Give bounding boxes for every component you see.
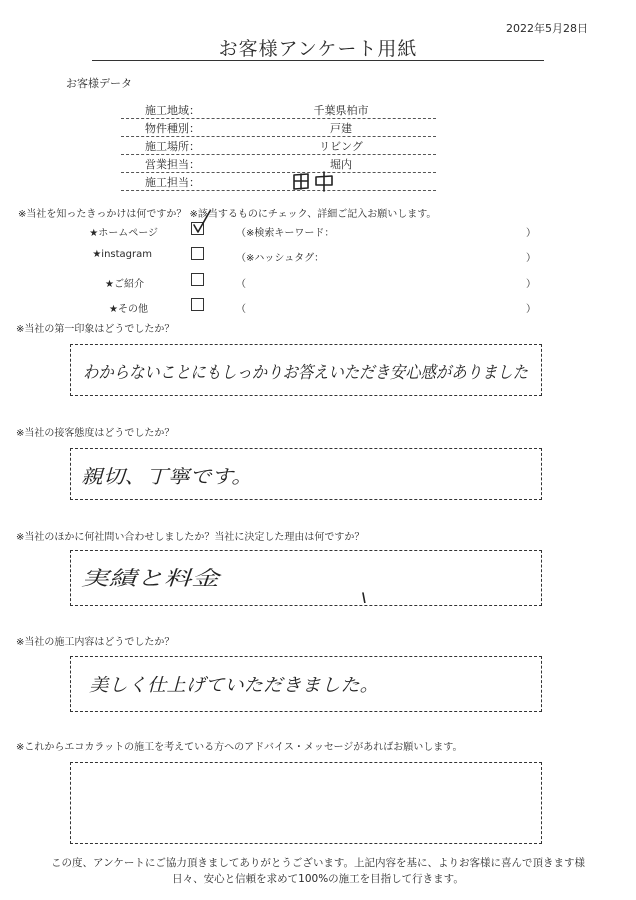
info-key: 施工担当： — [145, 176, 200, 189]
option-detail-referral: （ — [236, 279, 246, 290]
q4-answer-box[interactable] — [70, 550, 542, 606]
option-detail-instagram: （※ハッシュタグ： — [236, 253, 325, 264]
option-label-referral: ★ご紹介 — [105, 279, 144, 290]
page-title: お客様アンケート用紙 — [218, 38, 418, 60]
info-key: 施工地域： — [145, 104, 200, 117]
q2-answer-box[interactable] — [70, 344, 542, 396]
pen-stroke — [363, 593, 366, 603]
option-close-paren: ） — [526, 253, 536, 264]
info-row-installer — [121, 172, 436, 191]
q6-question: ※これからエコカラットの施工を考えている方へのアドバイス・メッセージがあればお願いします。 — [16, 742, 463, 753]
info-row-property-type — [121, 118, 436, 137]
checkbox-referral[interactable] — [191, 273, 204, 286]
info-value: 千葉県柏市 — [313, 104, 369, 117]
q4-question: ※当社のほかに何社問い合わせしましたか？当社に決定した理由は何ですか？ — [16, 532, 365, 543]
info-key: 営業担当： — [145, 158, 200, 171]
info-row-sales-rep — [121, 154, 436, 173]
installer-handwritten-name — [290, 170, 338, 192]
checkbox-instagram[interactable] — [191, 247, 204, 260]
footer-line-1: この度、アンケートにご協力頂きましてありがとうございます。上記内容を基に、よりお客様に喜んで頂きます様 — [50, 857, 586, 869]
option-label-instagram: ★instagram — [92, 249, 152, 260]
option-label-other: ★その他 — [109, 304, 148, 315]
info-value: 戸建 — [330, 122, 352, 135]
option-close-paren: ） — [526, 228, 536, 239]
q5-answer-text: 美しく仕上げていただきました。 — [89, 675, 379, 696]
q3-answer-text: 親切、丁寧です。 — [81, 466, 253, 488]
option-close-paren: ） — [526, 279, 536, 290]
option-close-paren: ） — [526, 304, 536, 315]
info-value: リビング — [319, 140, 363, 153]
option-label-homepage: ★ホームページ — [89, 228, 158, 239]
checkbox-other[interactable] — [191, 298, 204, 311]
q5-question: ※当社の施工内容はどうでしたか？ — [16, 637, 175, 648]
q5-handwritten-answer — [71, 657, 539, 709]
footer-line-2: 日々、安心と信頼を求めて100%の施工を目指して行きます。 — [172, 873, 464, 885]
q3-handwritten-answer — [71, 449, 539, 497]
info-key: 施工場所： — [145, 140, 200, 153]
q2-answer-text: わからないことにもしっかりお答えいただき安心感がありました — [83, 363, 528, 383]
q4-handwritten-answer — [71, 551, 539, 603]
info-value: 堀内 — [330, 158, 352, 171]
q2-question: ※当社の第一印象はどうでしたか？ — [16, 324, 175, 335]
option-detail-other: （ — [236, 304, 246, 315]
q6-answer-box[interactable] — [70, 762, 542, 844]
q3-answer-box[interactable] — [70, 448, 542, 500]
q5-answer-box[interactable] — [70, 656, 542, 712]
info-row-location — [121, 136, 436, 155]
q4-answer-text: 実績と料金 — [81, 566, 222, 590]
q2-handwritten-answer — [71, 345, 539, 393]
survey-date: 2022年5月28日 — [506, 22, 588, 35]
option-detail-homepage: （※検索キーワード： — [236, 228, 335, 239]
checkmark-icon — [190, 208, 214, 236]
customer-data-label: お客様データ — [66, 77, 132, 90]
info-key: 物件種別： — [145, 122, 200, 135]
info-row-area — [121, 100, 436, 119]
q3-question: ※当社の接客態度はどうでしたか？ — [16, 428, 175, 439]
title-underline — [92, 60, 544, 61]
q1-question: ※当社を知ったきっかけは何ですか？ ※該当するものにチェック、詳細ご記入お願いします。 — [18, 209, 437, 220]
